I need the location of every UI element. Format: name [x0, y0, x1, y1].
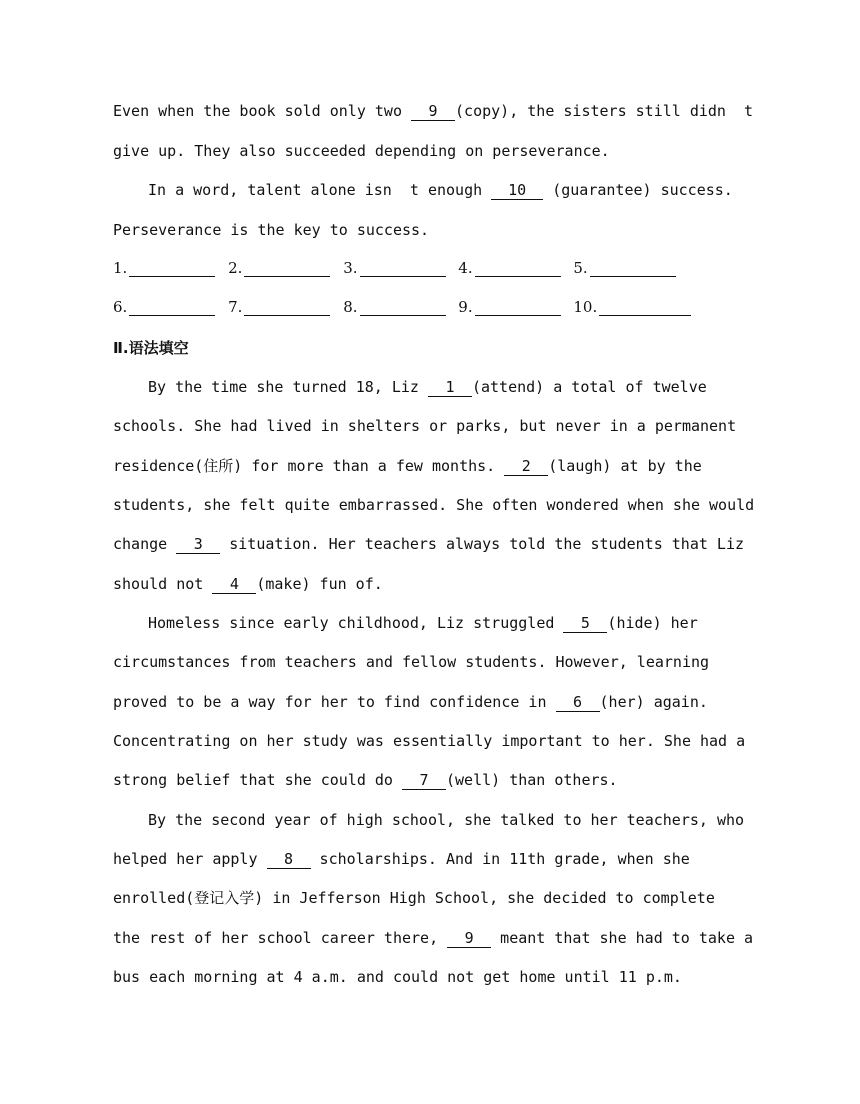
answer-blank[interactable]: 10 — [491, 181, 543, 200]
answer-number: 10. — [573, 298, 598, 316]
text-line: By the second year of high school, she talked to her teachers, who — [148, 811, 745, 829]
answer-blank[interactable]: 3 — [176, 535, 220, 554]
answer-number: 8. — [343, 298, 358, 316]
answer-blank[interactable]: 9 — [447, 929, 491, 948]
answer-blank[interactable]: 6 — [556, 693, 600, 712]
answer-number: 7. — [228, 298, 243, 316]
line-text: Homeless since early childhood, Liz struggled — [148, 614, 564, 632]
line-text: should not — [113, 575, 213, 593]
line-text: In a word, talent alone isn t enough — [148, 181, 492, 199]
text-line — [113, 928, 753, 948]
line-text: (guarantee) success. — [543, 181, 733, 199]
line-text: strong belief that she could do — [113, 771, 402, 789]
line-text: residence(住所) for more than a few months. — [113, 457, 505, 475]
text-line: circumstances from teachers and fellow students. However, learning — [113, 653, 710, 671]
answer-line[interactable] — [129, 260, 215, 277]
answer-number: 3. — [343, 259, 358, 277]
answer-blank[interactable]: 1 — [428, 378, 472, 397]
answer-number: 6. — [113, 298, 128, 316]
answer-blank[interactable]: 2 — [504, 457, 548, 476]
text-line — [148, 180, 733, 200]
line-text: (her) again. — [599, 693, 708, 711]
text-line: give up. They also succeeded depending on perseverance. — [113, 142, 610, 160]
line-text: scholarships. And in 11th grade, when she — [310, 850, 690, 868]
text-line — [113, 574, 383, 594]
line-text: change — [113, 535, 177, 553]
answer-item[interactable] — [458, 259, 560, 277]
section-heading: Ⅱ.语法填空 — [113, 339, 189, 357]
answer-row — [113, 298, 699, 316]
answer-line[interactable] — [360, 260, 446, 277]
line-text: By the time she turned 18, Liz — [148, 378, 428, 396]
line-text: (laugh) at by the — [548, 457, 702, 475]
text-line — [113, 692, 708, 712]
answer-blank[interactable]: 9 — [411, 102, 455, 121]
answer-item[interactable] — [458, 298, 560, 316]
text-line: schools. She had lived in shelters or parks, but never in a permanent — [113, 417, 737, 435]
line-text: proved to be a way for her to find confidence in — [113, 693, 556, 711]
line-text: (make) fun of. — [256, 575, 383, 593]
text-line — [113, 456, 702, 476]
answer-number: 5. — [573, 259, 588, 277]
answer-item[interactable] — [113, 259, 215, 277]
line-text: meant that she had to take a — [491, 929, 754, 947]
line-text: helped her apply — [113, 850, 267, 868]
line-text: (copy), the sisters still didn t — [455, 102, 754, 120]
text-line — [148, 377, 707, 397]
answer-item[interactable] — [228, 259, 330, 277]
text-line — [113, 534, 744, 554]
line-text: (attend) a total of twelve — [471, 378, 707, 396]
answer-number: 4. — [458, 259, 473, 277]
answer-line[interactable] — [590, 260, 676, 277]
answer-blank[interactable]: 7 — [402, 771, 446, 790]
text-line: bus each morning at 4 a.m. and could not get home until 11 p.m. — [113, 968, 682, 986]
answer-blank[interactable]: 4 — [212, 575, 256, 594]
text-line: students, she felt quite embarrassed. She often wondered when she would — [113, 496, 755, 514]
answer-row — [113, 259, 684, 277]
answer-line[interactable] — [129, 299, 215, 316]
answer-line[interactable] — [244, 299, 330, 316]
line-text: situation. Her teachers always told the students that Liz — [220, 535, 745, 553]
answer-line[interactable] — [360, 299, 446, 316]
answer-item[interactable] — [343, 298, 445, 316]
answer-blank[interactable]: 8 — [267, 850, 311, 869]
line-text: (well) than others. — [445, 771, 618, 789]
answer-line[interactable] — [475, 260, 561, 277]
line-text: Even when the book sold only two — [113, 102, 412, 120]
answer-item[interactable] — [113, 298, 215, 316]
answer-number: 2. — [228, 259, 243, 277]
answer-line[interactable] — [475, 299, 561, 316]
text-line — [148, 613, 698, 633]
line-text: (hide) her — [607, 614, 698, 632]
answer-item[interactable] — [573, 298, 691, 316]
text-line: Perseverance is the key to success. — [113, 221, 430, 239]
text-line — [113, 849, 690, 869]
text-line: Concentrating on her study was essentially important to her. She had a — [113, 732, 746, 750]
answer-number: 9. — [458, 298, 473, 316]
text-line — [113, 770, 618, 790]
line-text: the rest of her school career there, — [113, 929, 448, 947]
answer-line[interactable] — [244, 260, 330, 277]
answer-item[interactable] — [228, 298, 330, 316]
answer-item[interactable] — [573, 259, 675, 277]
answer-number: 1. — [113, 259, 128, 277]
answer-blank[interactable]: 5 — [563, 614, 607, 633]
text-line: enrolled(登记入学) in Jefferson High School, she decided to complete — [113, 889, 715, 907]
answer-item[interactable] — [343, 259, 445, 277]
text-line — [113, 101, 753, 121]
answer-line[interactable] — [599, 299, 691, 316]
